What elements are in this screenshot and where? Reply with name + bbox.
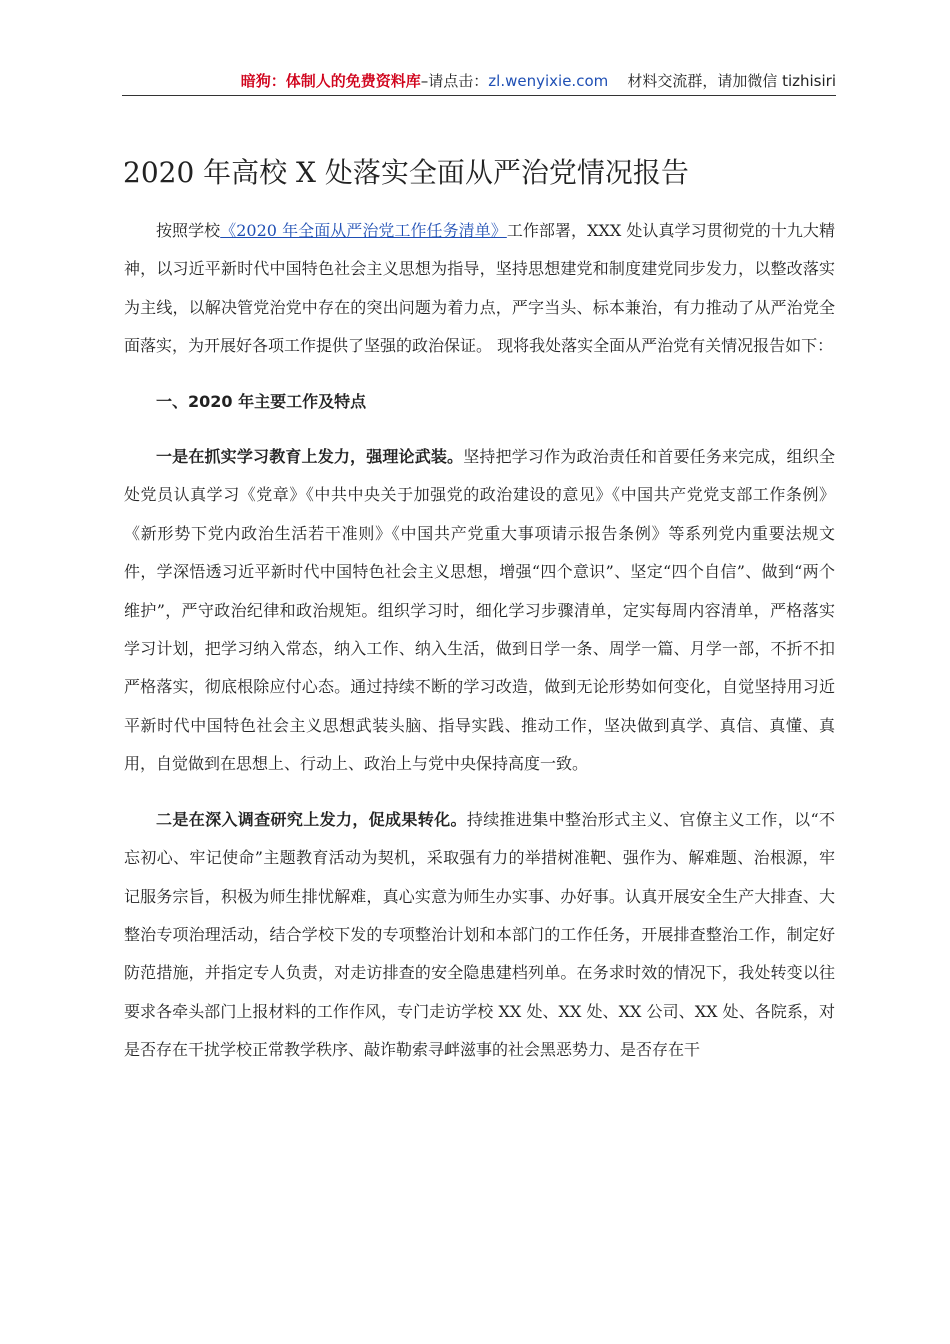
intro-before: 按照学校 [156, 221, 221, 240]
paragraph-research-lead: 二是在深入调查研究上发力，促成果转化。 [156, 809, 467, 829]
task-list-link[interactable]: 《2020 年全面从严治党工作任务清单》 [220, 221, 507, 240]
intro-paragraph [124, 212, 835, 366]
paragraph-study-lead: 一是在抓实学习教育上发力，强理论武装。 [156, 447, 464, 467]
header-brand: 暗狗：体制人的免费资料库 [240, 72, 421, 90]
spacer [124, 421, 835, 438]
paragraph-research-text: 持续推进集中整治形式主义、官僚主义工作，以“不忘初心、牢记使命”主题教育活动为契机，采取强有力的举措树准靶、强作为、解难题、治根源，牢记服务宗旨，积极为师生排忧解难，真心实意为师生办实事、办好事。认真开展安全生产大排查、大整治专项治理活动，结合学校下发的专项整治计划和本部门的工作任务，开展排查整治工作，制定好防范措施，并指定专人负责，对走访排查的安全隐患建档列单。在务求时效的情况下，我处转变以往要求各牵头部门上报材料的工作作风，专门走访学校 XX 处、XX 处、XX 公司、XX 处、各院系，对是否存在干扰学校正常教学秩序、敲诈勒索寻衅滋事的社会黑恶势力、是否存在干 [124, 809, 835, 1060]
spacer [124, 784, 835, 801]
header-divider [122, 95, 836, 96]
header-wechat-note [608, 72, 836, 90]
paragraph-research [124, 801, 835, 1070]
intro-after: 工作部署，XXX 处认真学习贯彻党的十九大精神，以习近平新时代中国特色社会主义思想为指导，坚持思想建党和制度建党同步发力，以整改落实为主线，以解决管党治党中存在的突出问题为着力点，严字当头、标本兼治，有力推动了从严治党全面落实，为开展好各项工作提供了坚强的政治保证。 现将我处落实全面从严治党有关情况报告如下： [124, 221, 835, 356]
header-url-link[interactable]: zl.wenyixie.com [488, 72, 609, 90]
paragraph-study [124, 438, 835, 784]
page-header [122, 68, 836, 94]
section-heading-1: 一、2020 年主要工作及特点 [156, 391, 367, 411]
header-cta: –请点击： [420, 72, 489, 90]
spacer [124, 366, 835, 383]
header-group-text: 材料交流群，请加微信 tizhisiri [627, 72, 836, 90]
document-title: 2020 年高校 X 处落实全面从严治党情况报告 [123, 156, 689, 189]
document-body [124, 212, 835, 1070]
paragraph-study-text: 坚持把学习作为政治责任和首要任务来完成，组织全处党员认真学习《党章》《中共中央关于加强党的政治建设的意见》《中国共产党党支部工作条例》《新形势下党内政治生活若干准则》《中国共产党重大事项请示报告条例》等系列党内重要法规文件，学深悟透习近平新时代中国特色社会主义思想，增强“四个意识”、坚定“四个自信”、做到“两个维护”，严守政治纪律和政治规矩。组织学习时，细化学习步骤清单，定实每周内容清单，严格落实学习计划，把学习纳入常态，纳入工作、纳入生活，做到日学一条、周学一篇、月学一部，不折不扣严格落实，彻底根除应付心态。通过持续不断的学习改造，做到无论形势如何变化，自觉坚持用习近平新时代中国特色社会主义思想武装头脑、指导实践、推动工作，坚决做到真学、真信、真懂、真用，自觉做到在思想上、行动上、政治上与党中央保持高度一致。 [124, 447, 835, 774]
